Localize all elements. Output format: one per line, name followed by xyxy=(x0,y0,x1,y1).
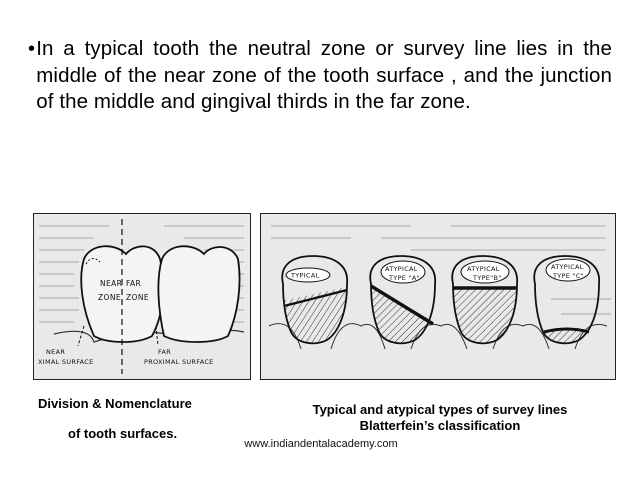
figure-survey-lines xyxy=(260,213,616,380)
tooth-atypical-c xyxy=(531,256,611,360)
tooth-atypical-b xyxy=(446,256,526,358)
survey-lines-drawing xyxy=(261,214,615,379)
zone-label-1: ZONE xyxy=(98,293,121,302)
typical-label: TYPICAL xyxy=(291,271,320,280)
figure-tooth-surfaces xyxy=(33,213,251,380)
near-surface-label: XIMAL SURFACE xyxy=(38,358,94,366)
atypical-b-label-2: TYPE"B" xyxy=(473,274,502,282)
caption-tooth-surfaces xyxy=(30,396,244,442)
right-crown xyxy=(158,246,239,342)
far-bottom-label: FAR xyxy=(158,348,172,356)
caption-survey-lines xyxy=(270,402,610,434)
caption-left-line-1: Division & Nomenclature xyxy=(38,396,192,411)
tooth-atypical-a xyxy=(361,256,441,354)
tooth-typical xyxy=(261,256,370,364)
bullet-symbol: • xyxy=(28,38,36,60)
atypical-b-label-1: ATYPICAL xyxy=(467,265,500,273)
atypical-c-label-2: TYPE "C" xyxy=(553,272,584,280)
far-surface-label: PROXIMAL SURFACE xyxy=(144,358,214,366)
atypical-a-label-2: TYPE "A" xyxy=(389,274,420,282)
footer-url: www.indiandentalacademy.com xyxy=(244,438,398,450)
bullet-point xyxy=(28,36,612,116)
bullet-text: In a typical tooth the neutral zone or survey line lies in the middle of the near zone of the tooth surface , and the junction of the middle and gingival thirds in the far zone. xyxy=(36,37,612,113)
atypical-a-label-1: ATYPICAL xyxy=(385,265,418,273)
zone-label-2: ZONE xyxy=(126,293,149,302)
caption-left-line-2: of tooth surfaces. xyxy=(68,426,178,441)
near-label: NEAR xyxy=(100,279,123,288)
caption-right-line-1: Typical and atypical types of survey lines xyxy=(312,402,568,417)
caption-right-line-2: Blatterfein’s classification xyxy=(359,418,521,433)
near-bottom-label: NEAR xyxy=(46,348,66,356)
far-label: FAR xyxy=(126,279,142,288)
atypical-c-label-1: ATYPICAL xyxy=(551,263,584,271)
tooth-surfaces-drawing xyxy=(34,214,250,379)
